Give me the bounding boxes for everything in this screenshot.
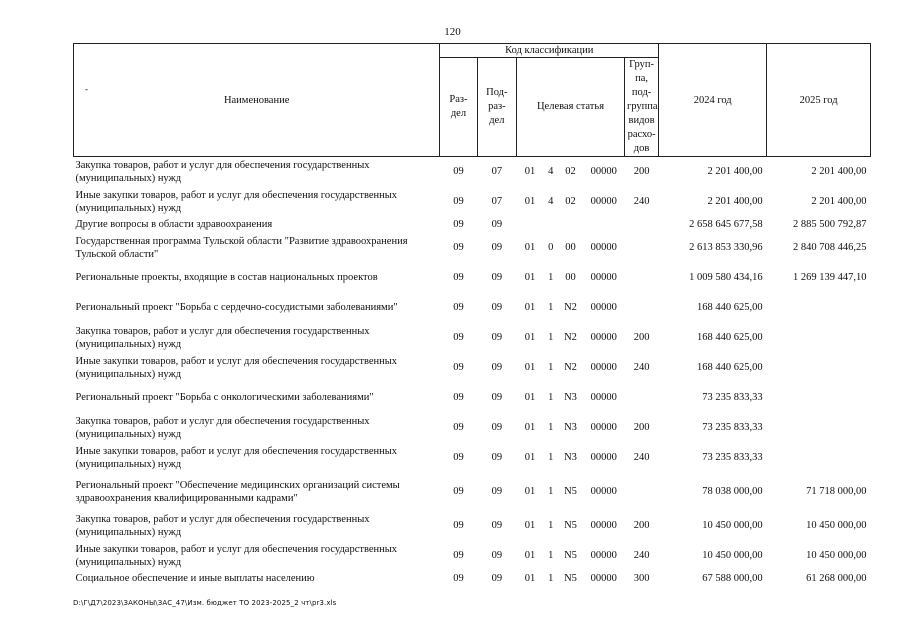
- razdel-cell: 09: [453, 520, 464, 531]
- header-target-article: Целевая статья: [517, 58, 625, 157]
- expense-type-cell: 300: [633, 573, 650, 584]
- target-item-cell: N5: [564, 486, 577, 497]
- name: Региональные проекты, входящие в состав национальных проектов: [75, 272, 378, 283]
- target-item-cell: N2: [564, 362, 577, 373]
- amount-2024-cell: 168 440 625,00: [697, 362, 763, 373]
- target-code-cell: 00000: [590, 302, 617, 313]
- table-row: [74, 511, 871, 541]
- amount-2025-cell: 2 885 500 792,87: [793, 219, 867, 230]
- target-item-cell: N5: [564, 520, 577, 531]
- amount-2025-cell: 10 450 000,00: [806, 520, 867, 531]
- podrazdel-cell: 09: [491, 272, 503, 283]
- name: Закупка товаров, работ и услуг для обеспечения государственных (муниципальных) нужд: [75, 325, 370, 350]
- target-item-cell: 02: [565, 196, 576, 207]
- target-item-cell: N2: [564, 332, 577, 343]
- target-program-cell: 01: [524, 332, 536, 343]
- page-number: 120: [444, 26, 461, 38]
- target-code-cell: 00000: [590, 362, 617, 373]
- razdel-cell: 09: [453, 166, 464, 178]
- expense-type-cell: 200: [633, 520, 650, 531]
- stray-mark: -: [85, 84, 88, 94]
- target-subprogram-cell: 1: [548, 302, 554, 313]
- target-code-cell: 00000: [590, 392, 617, 403]
- file-path-footer: D:\Г\Д7\2023\ЗАКОНЫ\ЗАС_47\Изм. бюджет ТО 2023-2025_2 чт\pr3.xls: [73, 599, 337, 607]
- expense-type-cell: [624, 383, 658, 413]
- target-item-cell: [558, 217, 583, 233]
- table-row: [74, 353, 871, 383]
- target-code-cell: 00000: [590, 422, 617, 433]
- name: Закупка товаров, работ и услуг для обеспечения государственных (муниципальных) нужд: [75, 159, 370, 184]
- target-program-cell: [517, 217, 544, 233]
- table-body: [74, 157, 871, 587]
- target-subprogram-cell: 1: [548, 332, 554, 343]
- podrazdel-cell: 09: [491, 332, 503, 343]
- podrazdel-cell: 09: [491, 362, 503, 373]
- amount-2024-cell: 2 201 400,00: [707, 166, 763, 178]
- expense-type-cell: [624, 263, 658, 293]
- target-item-cell: 00: [565, 272, 576, 283]
- amount-2025-cell: 2 201 400,00: [811, 196, 867, 207]
- target-code-cell: 00000: [590, 550, 617, 561]
- expense-type-cell: [624, 217, 658, 233]
- target-subprogram-cell: 1: [548, 422, 554, 433]
- podrazdel-cell: 07: [491, 196, 503, 207]
- amount-2025-cell: 71 718 000,00: [806, 486, 867, 497]
- budget-table: [73, 43, 871, 587]
- table-row: [74, 323, 871, 353]
- table-row: [74, 293, 871, 323]
- expense-type-cell: 200: [633, 422, 650, 433]
- target-subprogram-cell: 1: [548, 486, 554, 497]
- table-row: [74, 473, 871, 511]
- name: Иные закупки товаров, работ и услуг для обеспечения государственных (муниципальных) нужд: [75, 445, 398, 470]
- amount-2024-cell: 10 450 000,00: [702, 520, 763, 531]
- target-program-cell: 01: [524, 520, 536, 531]
- target-code-cell: 00000: [590, 332, 617, 343]
- target-subprogram-cell: 1: [548, 362, 554, 373]
- target-subprogram-cell: 1: [548, 573, 554, 584]
- header-expense-type: Груп- па, под- группа видов расхо- дов: [624, 58, 658, 157]
- table-row: [74, 157, 871, 187]
- table-row: [74, 541, 871, 571]
- podrazdel-cell: 09: [491, 520, 503, 531]
- razdel-cell: 09: [453, 573, 464, 584]
- amount-2025-cell: [767, 293, 871, 323]
- amount-2024-cell: 168 440 625,00: [697, 332, 763, 343]
- header-year-2024: 2024 год: [659, 44, 767, 157]
- razdel-cell: 09: [453, 486, 464, 497]
- podrazdel-cell: 07: [491, 166, 503, 178]
- razdel-cell: 09: [453, 452, 464, 463]
- target-program-cell: 01: [524, 302, 536, 313]
- name: Иные закупки товаров, работ и услуг для обеспечения государственных (муниципальных) нужд: [75, 189, 398, 214]
- header-code-group: Код классификации: [440, 44, 659, 58]
- razdel-cell: 09: [453, 219, 464, 230]
- razdel-cell: 09: [453, 272, 464, 283]
- razdel-cell: 09: [453, 392, 464, 403]
- header-razdel: Раз- дел: [440, 58, 477, 157]
- table-row: [74, 571, 871, 587]
- target-program-cell: 01: [524, 166, 536, 178]
- amount-2025-cell: 1 269 139 447,10: [793, 272, 867, 283]
- target-program-cell: 01: [524, 573, 536, 584]
- target-item-cell: N3: [564, 452, 577, 463]
- target-program-cell: 01: [524, 392, 536, 403]
- target-item-cell: N5: [564, 573, 577, 584]
- razdel-cell: 09: [453, 550, 464, 561]
- amount-2024-cell: 78 038 000,00: [702, 486, 763, 497]
- target-item-cell: N3: [564, 392, 577, 403]
- target-code-cell: 00000: [590, 166, 617, 178]
- target-code-cell: [583, 217, 625, 233]
- target-code-cell: 00000: [590, 573, 617, 584]
- target-program-cell: 01: [524, 550, 536, 561]
- name: Региональный проект "Обеспечение медицинских организаций системы здравоохранения квалифицированными кадрами": [75, 479, 400, 504]
- target-code-cell: 00000: [590, 452, 617, 463]
- target-program-cell: 01: [524, 272, 536, 283]
- target-subprogram-cell: 1: [548, 520, 554, 531]
- target-subprogram-cell: [544, 217, 559, 233]
- razdel-cell: 09: [453, 242, 464, 253]
- name: Иные закупки товаров, работ и услуг для обеспечения государственных (муниципальных) нужд: [75, 543, 398, 568]
- podrazdel-cell: 09: [491, 452, 503, 463]
- header-year-2025: 2025 год: [767, 44, 871, 157]
- target-program-cell: 01: [524, 196, 536, 207]
- table-row: [74, 263, 871, 293]
- podrazdel-cell: 09: [491, 302, 503, 313]
- razdel-cell: 09: [453, 332, 464, 343]
- header-name: Наименование: [74, 44, 440, 157]
- amount-2025-cell: [767, 413, 871, 443]
- target-program-cell: 01: [524, 452, 536, 463]
- table-row: [74, 217, 871, 233]
- target-subprogram-cell: 1: [548, 392, 554, 403]
- table-row: [74, 413, 871, 443]
- amount-2024-cell: 73 235 833,33: [702, 422, 763, 433]
- podrazdel-cell: 09: [491, 486, 503, 497]
- amount-2024-cell: 168 440 625,00: [697, 302, 763, 313]
- amount-2025-cell: 10 450 000,00: [806, 550, 867, 561]
- target-program-cell: 01: [524, 422, 536, 433]
- expense-type-cell: 240: [633, 196, 650, 207]
- amount-2025-cell: 2 840 708 446,25: [793, 242, 867, 253]
- target-item-cell: N5: [564, 550, 577, 561]
- expense-type-cell: [624, 293, 658, 323]
- target-code-cell: 00000: [590, 272, 617, 283]
- amount-2025-cell: 61 268 000,00: [806, 573, 867, 584]
- name: Региональный проект "Борьба с онкологическими заболеваниями": [75, 392, 374, 403]
- amount-2025-cell: [767, 443, 871, 473]
- podrazdel-cell: 09: [491, 573, 503, 584]
- amount-2024-cell: 67 588 000,00: [702, 573, 763, 584]
- amount-2025-cell: [767, 353, 871, 383]
- target-subprogram-cell: 1: [548, 452, 554, 463]
- expense-type-cell: 240: [633, 362, 650, 373]
- name: Региональный проект "Борьба с сердечно-сосудистыми заболеваниями": [75, 302, 398, 313]
- target-subprogram-cell: 0: [548, 242, 554, 253]
- expense-type-cell: 200: [633, 332, 650, 343]
- target-program-cell: 01: [524, 486, 536, 497]
- target-program-cell: 01: [524, 242, 536, 253]
- target-item-cell: 02: [565, 166, 576, 178]
- amount-2025-cell: [767, 323, 871, 353]
- amount-2024-cell: 2 201 400,00: [707, 196, 763, 207]
- table-header: [74, 44, 871, 157]
- amount-2024-cell: 10 450 000,00: [702, 550, 763, 561]
- table-row: [74, 383, 871, 413]
- podrazdel-cell: 09: [491, 219, 503, 230]
- header-podrazdel: Под- раз- дел: [477, 58, 516, 157]
- podrazdel-cell: 09: [491, 550, 503, 561]
- table-row: [74, 443, 871, 473]
- target-program-cell: 01: [524, 362, 536, 373]
- name: Государственная программа Тульской области "Развитие здравоохранения Тульской области": [75, 235, 408, 260]
- razdel-cell: 09: [453, 302, 464, 313]
- podrazdel-cell: 09: [491, 392, 503, 403]
- amount-2024-cell: 73 235 833,33: [702, 452, 763, 463]
- target-code-cell: 00000: [590, 486, 617, 497]
- name: Закупка товаров, работ и услуг для обеспечения государственных (муниципальных) нужд: [75, 513, 370, 538]
- expense-type-cell: 240: [633, 452, 650, 463]
- expense-type-cell: 200: [633, 166, 650, 178]
- name: Другие вопросы в области здравоохранения: [75, 219, 273, 230]
- podrazdel-cell: 09: [491, 242, 503, 253]
- amount-2025-cell: [767, 383, 871, 413]
- target-subprogram-cell: 4: [548, 166, 554, 178]
- razdel-cell: 09: [453, 196, 464, 207]
- table-row: [74, 187, 871, 217]
- amount-2025-cell: 2 201 400,00: [811, 166, 867, 178]
- target-subprogram-cell: 4: [548, 196, 554, 207]
- table-row: [74, 233, 871, 263]
- target-subprogram-cell: 1: [548, 272, 554, 283]
- amount-2024-cell: 2 613 853 330,96: [689, 242, 763, 253]
- target-subprogram-cell: 1: [548, 550, 554, 561]
- target-code-cell: 00000: [590, 520, 617, 531]
- amount-2024-cell: 2 658 645 677,58: [689, 219, 763, 230]
- razdel-cell: 09: [453, 362, 464, 373]
- target-item-cell: N3: [564, 422, 577, 433]
- expense-type-cell: [624, 473, 658, 511]
- name: Социальное обеспечение и иные выплаты населению: [75, 573, 315, 584]
- expense-type-cell: 240: [633, 550, 650, 561]
- podrazdel-cell: 09: [491, 422, 503, 433]
- name: Закупка товаров, работ и услуг для обеспечения государственных (муниципальных) нужд: [75, 415, 370, 440]
- amount-2024-cell: 73 235 833,33: [702, 392, 763, 403]
- target-item-cell: 00: [565, 242, 576, 253]
- name: Иные закупки товаров, работ и услуг для обеспечения государственных (муниципальных) нужд: [75, 355, 398, 380]
- razdel-cell: 09: [453, 422, 464, 433]
- target-code-cell: 00000: [590, 242, 617, 253]
- target-code-cell: 00000: [590, 196, 617, 207]
- target-item-cell: N2: [564, 302, 577, 313]
- expense-type-cell: [624, 233, 658, 263]
- amount-2024-cell: 1 009 580 434,16: [689, 272, 763, 283]
